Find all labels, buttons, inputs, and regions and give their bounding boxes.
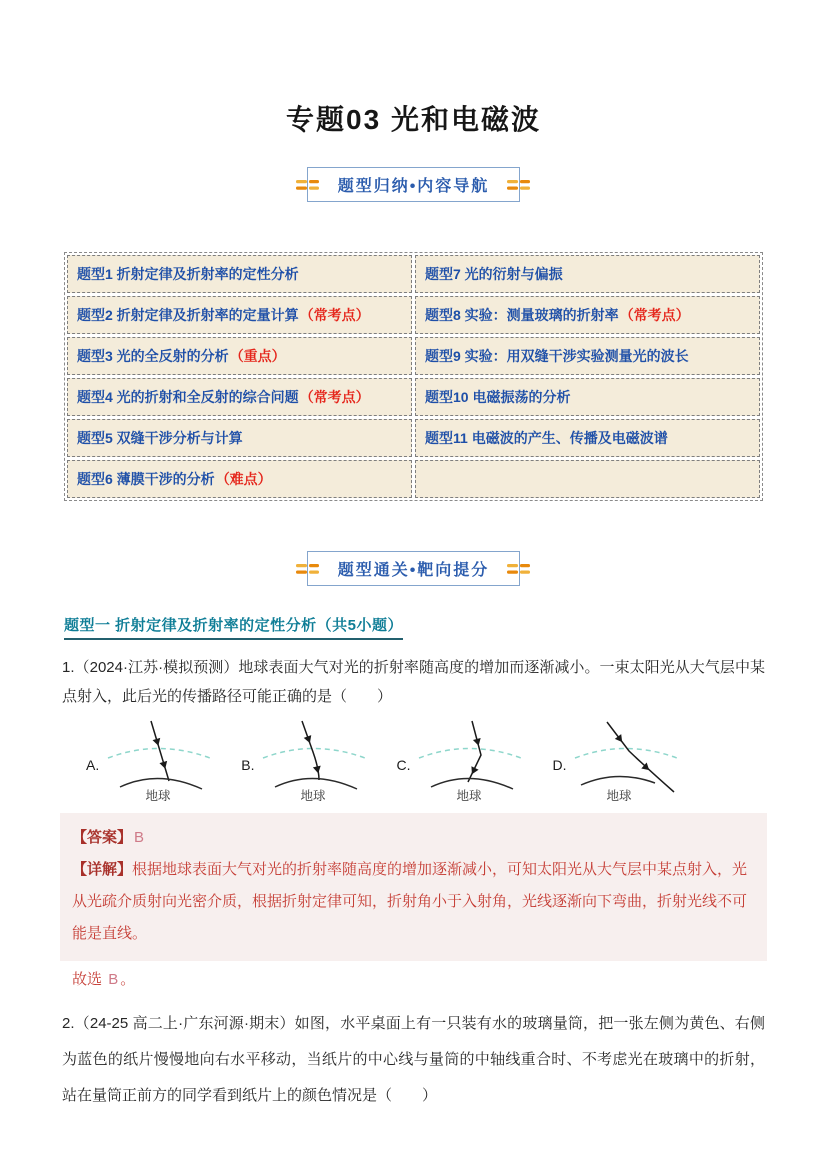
- option-a: [86, 719, 218, 803]
- toc-item-label: 题型3 光的全反射的分析: [77, 348, 229, 364]
- topic-index-table: [64, 252, 763, 501]
- toc-item-tag: （常考点）: [619, 307, 690, 323]
- earth-arc: [275, 778, 357, 789]
- atmosphere-arc: [575, 748, 677, 758]
- choose-suffix: 。: [120, 970, 136, 988]
- arrowhead-icon: [469, 766, 479, 776]
- answer-label: 【答案】: [72, 828, 133, 846]
- option-d-diagram: [567, 719, 685, 803]
- toc-item-5: [67, 419, 412, 457]
- option-b-label: B.: [241, 756, 255, 773]
- arrowhead-icon: [313, 765, 322, 774]
- toc-item-6: [67, 460, 412, 498]
- toc-item-2: [67, 296, 412, 334]
- banner-deco-icon: [507, 178, 531, 192]
- answer-value: B: [134, 828, 145, 846]
- explanation-label: 【详解】: [72, 860, 133, 878]
- toc-item-1: [67, 255, 412, 293]
- earth-label: 地球: [456, 788, 482, 803]
- question-1-options: [86, 719, 767, 803]
- option-b: [241, 719, 373, 803]
- topic-index-grid: [67, 255, 760, 498]
- atmosphere-arc: [419, 748, 521, 758]
- toc-item-4: [67, 378, 412, 416]
- option-c-label: C.: [396, 756, 411, 773]
- page-title: 专题03 光和电磁波: [286, 104, 541, 135]
- banner-deco-icon: [296, 178, 320, 192]
- toc-item-label: 题型2 折射定律及折射率的定量计算: [77, 307, 299, 323]
- toc-item-3: [67, 337, 412, 375]
- toc-item-tag: （常考点）: [299, 389, 370, 405]
- earth-arc: [431, 778, 513, 789]
- question-2-text: 2.（24-25 高二上·广东河源·期末）如图，水平桌面上有一只装有水的玻璃量筒，把一张左侧为黄色、右侧为蓝色的纸片慢慢地向右水平移动，当纸片的中心线与量筒的中轴线重合时、不考虑光在玻璃中的折射，站在量筒正前方的同学看到纸片上的颜色情况是（ ）: [62, 1014, 765, 1104]
- banner-practice: [60, 551, 767, 586]
- arrowhead-icon: [153, 737, 163, 746]
- option-c-diagram: [411, 719, 529, 803]
- toc-item-label: 题型6 薄膜干涉的分析: [77, 471, 215, 487]
- question-1-text: 1.（2024·江苏·模拟预测）地球表面大气对光的折射率随高度的增加而逐渐减小。一束太阳光从大气层中某点射入，此后光的传播路径可能正确的是（ ）: [62, 659, 765, 706]
- option-a-label: A.: [86, 756, 100, 773]
- earth-label: 地球: [300, 788, 326, 803]
- toc-item-label: 题型5 双缝干涉分析与计算: [77, 430, 243, 446]
- toc-item-label: 题型10 电磁振荡的分析: [425, 389, 571, 405]
- arrowhead-icon: [304, 735, 314, 744]
- banner-nav-label: 题型归纳•内容导航: [337, 178, 490, 195]
- earth-arc: [581, 776, 655, 785]
- toc-item-7: [415, 255, 760, 293]
- toc-item-label: 题型1 折射定律及折射率的定性分析: [77, 266, 299, 282]
- light-ray: [607, 722, 674, 792]
- toc-item-label: 题型7 光的衍射与偏振: [425, 266, 563, 282]
- toc-item-8: [415, 296, 760, 334]
- section-heading: 题型一 折射定律及折射率的定性分析（共5小题）: [64, 614, 403, 640]
- toc-item-empty: [415, 460, 760, 498]
- choose-value: B: [108, 970, 119, 988]
- earth-label: 地球: [606, 788, 632, 803]
- explanation-line: [72, 854, 755, 951]
- choose-line: [60, 968, 767, 992]
- option-a-diagram: [100, 719, 218, 803]
- option-b-diagram: [255, 719, 373, 803]
- option-d-label: D.: [552, 756, 567, 773]
- option-d: [552, 719, 685, 803]
- earth-label: 地球: [145, 788, 171, 803]
- light-ray: [468, 721, 481, 782]
- toc-item-11: [415, 419, 760, 457]
- banner-deco-icon: [296, 562, 320, 576]
- toc-item-9: [415, 337, 760, 375]
- toc-item-label: 题型4 光的折射和全反射的综合问题: [77, 389, 299, 405]
- arrowhead-icon: [160, 760, 170, 769]
- banner-nav: [60, 167, 767, 202]
- toc-item-10: [415, 378, 760, 416]
- section-heading-row: [60, 614, 767, 640]
- banner-practice-box: [307, 551, 521, 586]
- banner-nav-box: [307, 167, 521, 202]
- answer-line: [72, 822, 755, 854]
- banner-deco-icon: [507, 562, 531, 576]
- earth-arc: [120, 778, 202, 789]
- light-ray: [151, 721, 169, 781]
- toc-item-tag: （难点）: [215, 471, 272, 487]
- toc-item-label: 题型8 实验：测量玻璃的折射率: [425, 307, 619, 323]
- option-c: [396, 719, 529, 803]
- toc-item-tag: （常考点）: [299, 307, 370, 323]
- explanation-text: 根据地球表面大气对光的折射率随高度的增加逐渐减小，可知太阳光从大气层中某点射入，光从光疏介质射向光密介质，根据折射定律可知，折射角小于入射角，光线逐渐向下弯曲，折射光线不可能是直线。: [72, 860, 748, 943]
- toc-item-label: 题型9 实验：用双缝干涉实验测量光的波长: [425, 348, 689, 364]
- toc-item-label: 题型11 电磁波的产生、传播及电磁波谱: [425, 430, 668, 446]
- banner-practice-label: 题型通关•靶向提分: [337, 562, 490, 579]
- toc-item-tag: （重点）: [229, 348, 286, 364]
- choose-prefix: 故选: [72, 970, 103, 988]
- answer-block: [60, 813, 767, 961]
